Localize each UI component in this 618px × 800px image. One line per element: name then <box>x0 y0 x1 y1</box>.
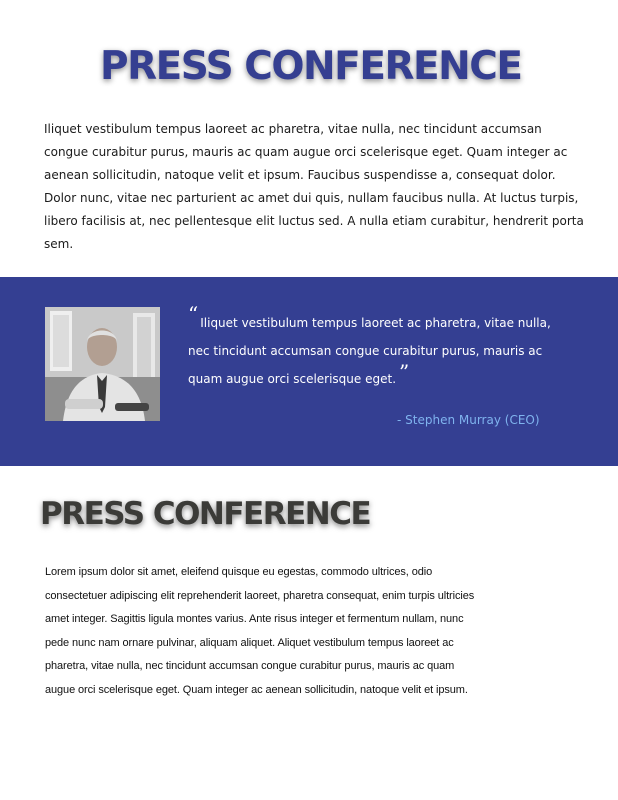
ceo-quote <box>188 302 573 393</box>
quote-attribution: - Stephen Murray (CEO) <box>397 413 540 427</box>
section-title: PRESS CONFERENCE <box>40 496 371 532</box>
quote-band <box>0 277 618 466</box>
open-quote-mark: “ <box>188 302 199 326</box>
ceo-portrait-image <box>45 307 160 421</box>
quote-text: Iliquet vestibulum tempus laoreet ac pharetra, vitae nulla, nec tincidunt accumsan congue curabitur purus, mauris ac quam augue orci scelerisque eget. <box>188 316 551 386</box>
ceo-photo <box>45 307 160 421</box>
close-quote-mark: ” <box>399 360 410 384</box>
body-paragraph: Lorem ipsum dolor sit amet, eleifend quisque eu egestas, commodo ultrices, odio consectetuer adipiscing elit reprehenderit laoreet, pharetra consequat, enim turpis ultricies amet integer. Sagittis ligula montes varius. Ante risus integer et fermentum nullam, nunc pede nunc nam ornare pulvinar, aliquam aliquet. Aliquet vestibulum tempus laoreet ac pharetra, vitae nulla, nec tincidunt accumsan congue curabitur purus, mauris ac quam augue orci scelerisque eget. Quam integer ac aenean sollicitudin, natoque velit et ipsum. <box>45 566 475 696</box>
intro-paragraph: Iliquet vestibulum tempus laoreet ac pharetra, vitae nulla, nec tincidunt accumsan congue curabitur purus, mauris ac quam augue orci scelerisque eget. Quam integer ac aenean sollicitudin, natoque velit et ipsum. Faucibus suspendisse a, consequat dolor. Dolor nunc, vitae nec parturient ac amet dui quis, nullam faucibus nulla. At luctus turpis, libero facilisis at, nec pellentesque elit luctus sed. A nulla etiam curabitur, hendrerit porta sem. <box>44 122 584 251</box>
page-title: PRESS CONFERENCE <box>100 44 522 89</box>
